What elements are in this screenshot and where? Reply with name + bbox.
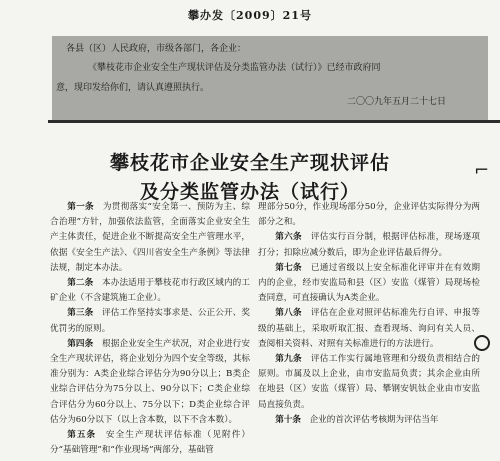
notice-date: 二〇〇九年五月二十七日 (346, 97, 446, 107)
article-paragraph (258, 230, 480, 260)
article-number: 第九条 (275, 354, 311, 365)
article-number: 第二条 (67, 278, 103, 289)
article-number: 第七条 (275, 262, 311, 273)
punch-hole (474, 335, 490, 351)
article-paragraph (258, 200, 480, 230)
notice-line-3: 意，现印发给你们，请认真遵照执行。 (56, 83, 210, 93)
article-paragraph (50, 337, 250, 428)
article-paragraph (50, 306, 250, 336)
article-number: 第五条 (67, 430, 106, 441)
article-paragraph (50, 200, 250, 276)
article-number: 第一条 (67, 202, 103, 212)
article-text: 已通过省级以上安全标准化评审并在有效期内的企业，经市安监局和县（区）安监（煤管）局现场检查同意，可直接确认为A类企业。 (258, 262, 480, 304)
article-text: 评估在企业对照评估标准先行自评、申报等级的基础上，采取听取汇报、查看现场、询问有关人员、查阅相关资料、对照有关标准进行的方法进行。 (258, 308, 480, 349)
margin-mark: ⌐ (474, 160, 490, 181)
article-paragraph (258, 261, 480, 307)
article-text: 企业的首次评估考核期为评估当年 (309, 414, 439, 425)
article-number: 第三条 (67, 308, 103, 319)
article-number: 第十条 (275, 414, 310, 425)
divider-bar (48, 120, 500, 123)
article-paragraph (258, 413, 480, 428)
article-paragraph (258, 352, 480, 413)
document-number: 攀办发〔2009〕21号 (188, 9, 312, 22)
title-line-1: 攀枝花市企业安全生产现状评估 (109, 152, 390, 174)
article-text: 根据企业安全生产状况，对企业进行安全生产现状评估，将企业划分为四个安全等级，其标准分别为：A类企业综合评估分为90分以上；B类企业综合评估分为75分以上、90分以下；C类企业综合评估分为60分以上、75分以下；D类企业综合评估分为60分以下（以上含本数，以下不含本数）。 (50, 338, 250, 425)
title-line-2: 及分类监管办法（试行） (139, 181, 360, 203)
article-number: 第四条 (67, 338, 103, 349)
article-paragraph (50, 428, 250, 458)
article-text: 理部分50分，作业现场部分50分，企业评估实际得分为两部分之和。 (258, 202, 480, 228)
article-number: 第六条 (275, 232, 311, 243)
article-text: 评估实行百分制，根据评估标准，现场逐项打分；扣除应减分数后，即为企业评估最后得分。 (258, 232, 480, 258)
article-text: 为贯彻落实“安全第一、预防为主、综合治理”方针，加强依法监管，全面落实企业安全生产主体责任，促进企业不断提高安全生产管理水平，依据《安全生产法》、《四川省安全生产条例》等法律法规，制定本办法。 (50, 202, 250, 273)
notice-line-1: 各县（区）人民政府，市级各部门，各企业： (66, 44, 247, 54)
notice-line-2: 《攀枝花市企业安全生产现状评估及分类监管办法（试行）》已经市政府同 (88, 63, 381, 73)
article-paragraph (50, 276, 250, 306)
article-text: 本办法适用于攀枝花市行政区域内的工矿企业（不含建筑施工企业）。 (50, 278, 250, 304)
article-text: 评估工作实行属地管理和分级负责相结合的原则。市属及以上企业，由市安监局负责；其余企业由所在地县（区）安监（煤管）局、攀钢安钒钛企业由市安监局直接负责。 (258, 354, 480, 410)
article-text: 安全生产现状评估标准（见附件）分“基础管理”和“作业现场”两部分，基础管 (50, 430, 250, 456)
article-text: 评估工作坚持实事求是、公正公开、奖优罚劣的原则。 (50, 308, 250, 334)
notice-box (52, 36, 488, 121)
article-paragraph (258, 306, 480, 352)
article-number: 第八条 (275, 308, 311, 319)
right-column (258, 200, 480, 461)
left-column (50, 200, 250, 461)
